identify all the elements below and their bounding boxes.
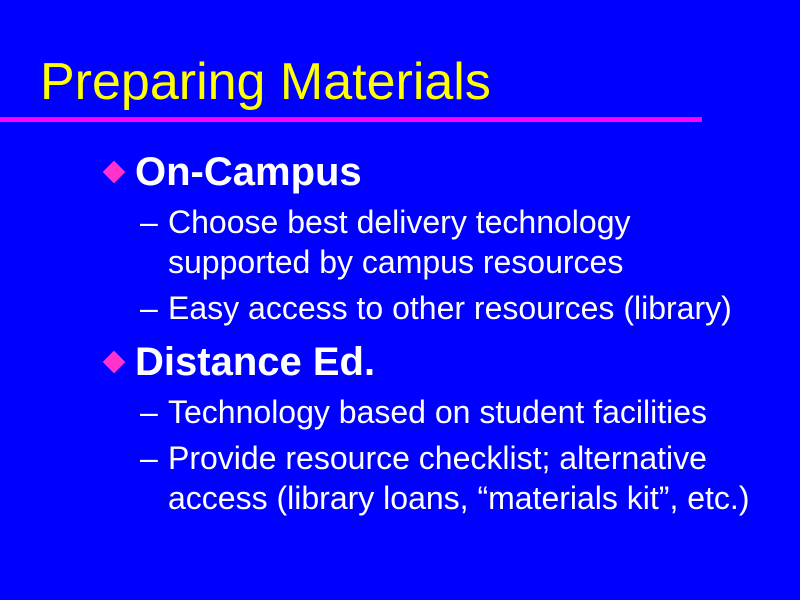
title-underline-rule [0, 117, 702, 122]
sub-bullet-easy-access [140, 288, 772, 328]
sub-bullet-line: Choose best delivery technology [168, 204, 631, 240]
bullet-label: On-Campus [135, 150, 362, 194]
sub-bullet-line: access (library loans, “materials kit”, etc.) [168, 480, 750, 516]
sub-bullet-line: Technology based on student facilities [168, 394, 708, 430]
sub-bullet-resource-checklist [140, 438, 772, 518]
dash-marker: – [140, 394, 158, 430]
bullet-item-distance-ed [104, 338, 772, 386]
sub-bullet-choose-technology [140, 202, 772, 282]
sub-bullet-line: Easy access to other resources (library) [168, 290, 732, 326]
dash-marker: – [140, 440, 158, 476]
sub-bullet-technology-facilities [140, 392, 772, 432]
slide-title: Preparing Materials [40, 53, 491, 111]
sub-bullet-line: Provide resource checklist; alternative [168, 440, 707, 476]
diamond-bullet-icon [104, 338, 135, 386]
bullet-item-on-campus [104, 148, 772, 196]
diamond-bullet-icon [104, 148, 135, 196]
sub-bullet-line: supported by campus resources [168, 244, 624, 280]
bullet-label: Distance Ed. [135, 340, 376, 384]
dash-marker: – [140, 290, 158, 326]
slide-body [104, 148, 772, 524]
dash-marker: – [140, 204, 158, 240]
